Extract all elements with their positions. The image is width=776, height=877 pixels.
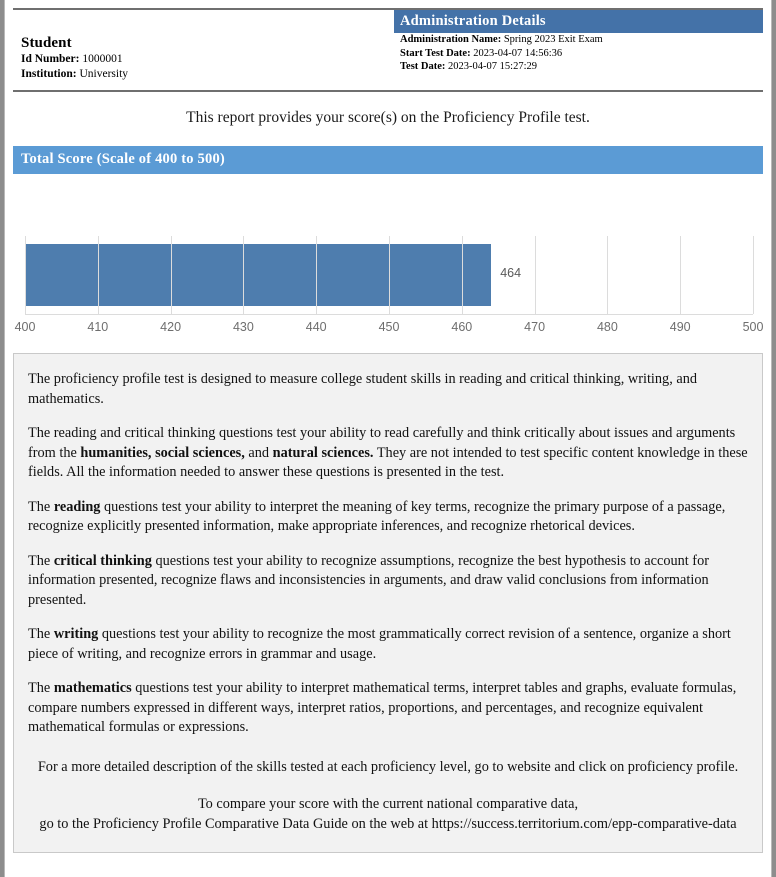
chart-gridline — [171, 236, 172, 314]
note-comparative-data — [28, 795, 748, 834]
test-date-value: 2023-04-07 15:27:29 — [448, 61, 537, 72]
paragraph-mathematics — [28, 679, 748, 738]
paragraph-reading — [28, 498, 748, 537]
note-skills-detail: For a more detailed description of the skills tested at each proficiency level, go to website and click on proficiency profile. — [37, 758, 739, 775]
x-tick-label: 420 — [160, 320, 182, 334]
student-institution-value: University — [79, 68, 129, 80]
student-info-block — [21, 34, 381, 82]
chart-gridline — [25, 236, 26, 314]
chart-gridline — [680, 236, 681, 314]
p2-part-e: They are not intended to test specific content knowledge in these fields. All the information needed to answer these questions is presented in the test. — [28, 444, 748, 480]
p3-bold-reading: reading — [53, 498, 101, 515]
x-tick-label: 480 — [596, 320, 618, 334]
total-score-bar — [25, 244, 491, 306]
chart-plot-area — [25, 236, 753, 314]
p6-part-c: questions test your ability to interpret mathematical terms, interpret tables and graphs, evaluate formulas, compare numbers expressed in different ways, interpret ratios, proportions, and percentages, and recognize equivalent mathematical formulas or expressions. — [28, 680, 737, 735]
test-date-label: Test Date: — [400, 61, 446, 72]
student-id-row — [21, 52, 381, 67]
administration-name-label: Administration Name: — [400, 34, 502, 45]
p2-part-a: The reading and critical thinking questions test your ability to read carefully and think critically about issues and arguments from the — [28, 425, 736, 461]
p3-part-c: questions test your ability to interpret the meaning of key terms, recognize the primary purpose of a passage, recognize explicitly presented information, make appropriate inferences, and recognize rhetorical devices. — [28, 498, 726, 534]
p2-bold-natural-sciences: natural sciences. — [272, 444, 374, 461]
administration-name-value: Spring 2023 Exit Exam — [503, 34, 603, 45]
x-tick-label: 450 — [378, 320, 400, 334]
chart-gridline — [753, 236, 754, 314]
student-heading: Student — [21, 35, 72, 51]
paragraph-writing — [28, 625, 748, 664]
p3-part-a: The — [28, 498, 54, 515]
total-score-chart — [13, 174, 763, 347]
p4-bold-critical-thinking: critical thinking — [53, 552, 152, 569]
x-tick-label: 470 — [524, 320, 546, 334]
p6-bold-mathematics: mathematics — [53, 680, 132, 696]
x-tick-label: 400 — [14, 320, 36, 334]
chart-gridline — [316, 236, 317, 314]
p6-part-a: The — [28, 680, 54, 696]
x-tick-label: 460 — [451, 320, 473, 334]
note2-line2: go to the Proficiency Profile Comparative Data Guide on the web at https://success.territorium.com/epp-comparative-data — [39, 815, 737, 832]
start-test-date-label: Start Test Date: — [400, 47, 471, 59]
administration-details-banner: Administration Details — [394, 10, 763, 33]
paragraph-reading-critical-thinking — [28, 424, 748, 483]
note2-line1: To compare your score with the current national comparative data, — [197, 796, 579, 812]
student-institution-label: Institution: — [21, 68, 77, 80]
p2-bold-humanities-social: humanities, social sciences, — [80, 444, 245, 461]
report-header — [13, 8, 763, 92]
p2-part-c: and — [244, 444, 273, 461]
total-score-banner: Total Score (Scale of 400 to 500) — [13, 146, 763, 174]
report-intro-text: This report provides your score(s) on the Proficiency Profile test. — [186, 109, 590, 126]
student-id-label: Id Number: — [21, 53, 80, 65]
x-tick-label: 430 — [232, 320, 254, 334]
chart-gridline — [607, 236, 608, 314]
administration-details-block — [394, 10, 763, 74]
p4-part-c: questions test your ability to recognize assumptions, recognize the best hypothesis to account for information presented, recognize flaws and inconsistencies in arguments, and draw valid conclusions from information presented. — [28, 552, 709, 608]
chart-baseline — [25, 314, 753, 315]
p5-bold-writing: writing — [53, 626, 99, 642]
start-test-date-row — [394, 47, 763, 61]
student-institution-row — [21, 67, 381, 82]
report-page — [4, 0, 772, 877]
chart-gridline — [98, 236, 99, 314]
student-id-value: 1000001 — [82, 53, 123, 65]
p4-part-a: The — [28, 552, 54, 569]
chart-gridline — [243, 236, 244, 314]
p5-part-c: questions test your ability to recognize the most grammatically correct revision of a sentence, organize a short piece of writing, and recognize errors in grammar and usage. — [28, 626, 731, 662]
x-tick-label: 490 — [669, 320, 691, 334]
p5-part-a: The — [28, 626, 54, 642]
paragraph-critical-thinking — [28, 552, 748, 611]
x-tick-label: 500 — [742, 320, 764, 334]
chart-gridline — [462, 236, 463, 314]
chart-x-axis — [14, 320, 764, 340]
chart-gridline — [535, 236, 536, 314]
bar-value-label: 464 — [500, 266, 522, 280]
x-tick-label: 410 — [87, 320, 109, 334]
chart-gridline — [389, 236, 390, 314]
start-test-date-value: 2023-04-07 14:56:36 — [473, 47, 563, 59]
administration-name-row — [394, 33, 763, 47]
paragraph-overview: The proficiency profile test is designed to measure college student skills in reading and critical thinking, writing, and mathematics. — [28, 371, 697, 407]
description-panel — [13, 353, 763, 853]
test-date-row — [394, 60, 763, 74]
x-tick-label: 440 — [305, 320, 327, 334]
